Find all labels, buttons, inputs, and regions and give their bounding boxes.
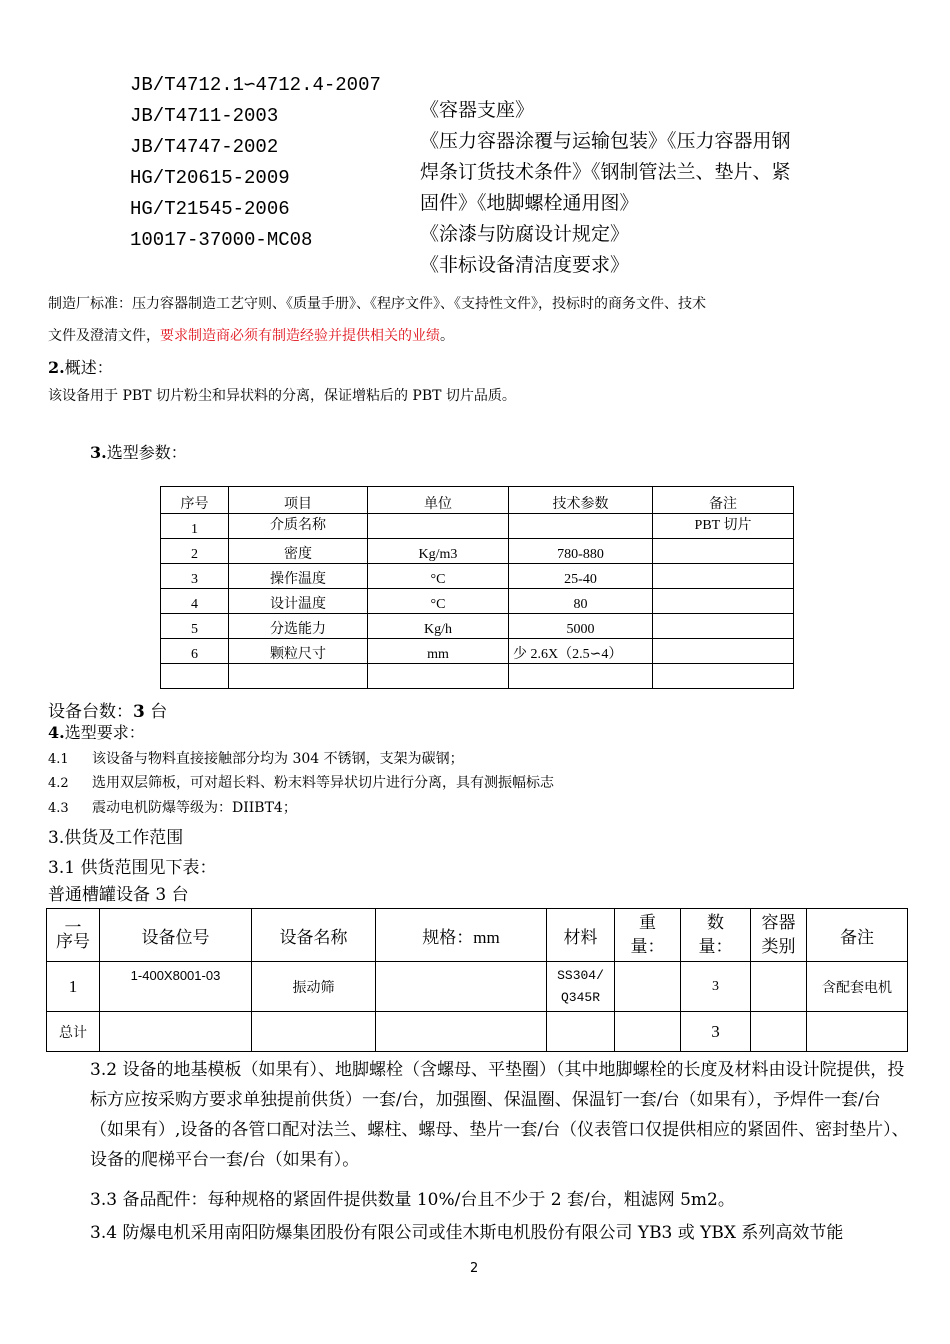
- table-cell: 2: [161, 539, 229, 564]
- params-number: 3.: [90, 443, 107, 462]
- table-cell: mm: [368, 639, 509, 664]
- standard-code: JB/T4711-2003: [130, 105, 279, 127]
- table-cell: 密度: [229, 539, 368, 564]
- table-cell: Kg/m3: [368, 539, 509, 564]
- cell-text: SS304/: [557, 967, 604, 983]
- standard-title: 《压力容器涂覆与运输包装》《压力容器用钢: [420, 130, 791, 152]
- table-cell: [547, 1012, 615, 1052]
- table-header-row: [161, 487, 794, 514]
- table-cell: 5000: [509, 614, 653, 639]
- table-cell: 少 2.6X（2.5∽4）: [509, 639, 653, 664]
- requirement-text: 该设备与物料直接接触部分均为 304 不锈钢，支架为碳钢；: [92, 751, 464, 767]
- table-cell: [751, 962, 807, 1012]
- header-text: 一: [64, 918, 82, 937]
- table-cell: [653, 564, 794, 589]
- standard-title: 《非标设备清洁度要求》: [420, 254, 630, 276]
- table-cell: °C: [368, 564, 509, 589]
- header-cell: 项目: [229, 487, 368, 514]
- table-cell: 25-40: [509, 564, 653, 589]
- header-text: 容器: [761, 913, 796, 932]
- header-cell: [615, 909, 681, 962]
- header-cell: 规格：mm: [376, 909, 547, 962]
- table-row: [161, 664, 794, 689]
- table-cell: [751, 1012, 807, 1052]
- table-row: [47, 962, 908, 1012]
- table-cell: [252, 1012, 376, 1052]
- table-cell: [547, 962, 615, 1012]
- count-unit: 台: [144, 702, 168, 722]
- params-heading: [90, 440, 187, 463]
- requirement-number: 4.2: [48, 776, 69, 791]
- header-text: 量：: [630, 937, 665, 956]
- supply-table: [46, 908, 908, 1052]
- header-cell: 设备名称: [252, 909, 376, 962]
- table-cell: 4: [161, 589, 229, 614]
- table-cell: 含配套电机: [807, 962, 908, 1012]
- table-cell: PBT 切片: [653, 514, 794, 539]
- table-cell: Kg/h: [368, 614, 509, 639]
- manufacturer-line-2: [48, 325, 454, 345]
- supply-subheading: 3.1 供货范围见下表：: [48, 858, 217, 878]
- table-cell: 1-400X8001-03: [100, 962, 252, 1012]
- supply-caption: 普通槽罐设备 3 台: [48, 885, 189, 905]
- standard-code: JB/T4747-2002: [130, 136, 279, 158]
- requirement-item: [48, 772, 554, 792]
- table-cell: 1: [161, 514, 229, 539]
- standard-titles: [420, 95, 791, 281]
- standard-title: 固件》《地脚螺栓通用图》: [420, 192, 639, 214]
- table-cell: [161, 664, 229, 689]
- header-cell: 单位: [368, 487, 509, 514]
- table-cell: 3: [681, 962, 751, 1012]
- page-number: 2: [470, 1261, 479, 1276]
- table-cell: [376, 962, 547, 1012]
- table-cell: 振动筛: [252, 962, 376, 1012]
- table-cell: 总计: [47, 1012, 100, 1052]
- table-cell: 3: [681, 1012, 751, 1052]
- header-cell: 序号: [161, 487, 229, 514]
- equipment-count: [48, 697, 167, 722]
- table-cell: 1: [47, 962, 100, 1012]
- table-cell: [509, 664, 653, 689]
- standard-codes: [130, 70, 381, 256]
- requirement-item: [48, 748, 464, 768]
- header-cell: 材料: [547, 909, 615, 962]
- header-cell: 备注: [653, 487, 794, 514]
- requirement-text: 选用双层筛板，可对超长料、粉末料等异状切片进行分离，具有测振幅标志: [92, 775, 554, 791]
- table-row: [161, 514, 794, 539]
- header-cell: [47, 909, 100, 962]
- table-cell: [368, 514, 509, 539]
- header-cell: [681, 909, 751, 962]
- table-cell: [653, 614, 794, 639]
- header-cell: 备注: [807, 909, 908, 962]
- cell-text: Q345R: [560, 989, 600, 1005]
- params-title: 选型参数：: [106, 443, 187, 462]
- overview-number: 2.: [48, 358, 65, 377]
- requirement-number: 4.3: [48, 801, 69, 816]
- table-header-row: [47, 909, 908, 962]
- table-row: [161, 564, 794, 589]
- header-cell: [751, 909, 807, 962]
- table-cell: [653, 589, 794, 614]
- table-cell: [615, 962, 681, 1012]
- table-cell: 80: [509, 589, 653, 614]
- table-cell: 分选能力: [229, 614, 368, 639]
- table-cell: °C: [368, 589, 509, 614]
- header-text: 重: [639, 913, 656, 932]
- table-cell: 780-880: [509, 539, 653, 564]
- requirements-title: 选型要求：: [64, 723, 145, 742]
- header-text: 序号: [56, 932, 90, 951]
- table-cell: 颗粒尺寸: [229, 639, 368, 664]
- overview-title: 概述：: [64, 358, 113, 377]
- table-cell: 操作温度: [229, 564, 368, 589]
- table-cell: [615, 1012, 681, 1052]
- overview-text: 该设备用于 PBT 切片粉尘和异状料的分离，保证增粘后的 PBT 切片品质。: [48, 388, 516, 404]
- requirement-text: 震动电机防爆等级为：DIIBT4；: [92, 800, 297, 816]
- table-cell: [100, 1012, 252, 1052]
- table-cell: 6: [161, 639, 229, 664]
- table-row: [161, 614, 794, 639]
- manufacturer-text: 文件及澄清文件，: [48, 328, 160, 344]
- table-cell: [229, 664, 368, 689]
- table-cell: [509, 514, 653, 539]
- table-cell: [368, 664, 509, 689]
- manufacturer-line-1: 制造厂标准：压力容器制造工艺守则、《质量手册》、《程序文件》、《支持性文件》，投标时的商务文件、技术: [48, 296, 706, 312]
- paragraph: 3.4 防爆电机采用南阳防爆集团股份有限公司或佳木斯电机股份有限公司 YB3 或 YBX 系列高效节能: [90, 1223, 844, 1243]
- requirement-item: [48, 797, 297, 817]
- count-value: 3: [133, 702, 145, 722]
- paragraph: 3.3 备品配件：每种规格的紧固件提供数量 10%/台且不少于 2 套/台，粗滤网 5m2。: [90, 1190, 735, 1210]
- table-cell: 3: [161, 564, 229, 589]
- paragraph: 3.2 设备的地基模板（如果有）、地脚螺栓（含螺母、平垫圈）（其中地脚螺栓的长度及材料由设计院提供，投标方应按采购方要求单独提前供货）一套/台，加强圈、保温圈、保温钉一套/台（如果有），予焊件一套/台（如果有）,设备的各管口配对法兰、螺柱、螺母、垫片一套/台（仪表管口仅提供相应的紧固件、密封垫片）、设备的爬梯平台一套/台（如果有）。: [90, 1060, 909, 1170]
- table-cell: [653, 539, 794, 564]
- header-text: 类别: [761, 937, 796, 956]
- table-cell: [807, 1012, 908, 1052]
- table-cell: 5: [161, 614, 229, 639]
- requirement-number: 4.1: [48, 752, 69, 767]
- header-cell: 技术参数: [509, 487, 653, 514]
- table-cell: [653, 664, 794, 689]
- manufacturer-requirement: 要求制造商必须有制造经验并提供相关的业绩: [160, 328, 440, 344]
- supply-heading: 3.供货及工作范围: [48, 828, 184, 848]
- header-cell: 设备位号: [100, 909, 252, 962]
- standard-code: JB/T4712.1∽4712.4-2007: [130, 74, 381, 96]
- standard-code: HG/T21545-2006: [130, 198, 290, 220]
- table-row: [161, 589, 794, 614]
- standard-title: 焊条订货技术条件》《钢制管法兰、垫片、紧: [420, 161, 791, 183]
- requirements-number: 4.: [48, 723, 65, 742]
- standard-title: 《容器支座》: [420, 99, 535, 121]
- count-label: 设备台数：: [48, 702, 133, 722]
- standard-title: 《涂漆与防腐设计规定》: [420, 223, 630, 245]
- manufacturer-end: 。: [440, 328, 454, 344]
- table-cell: [376, 1012, 547, 1052]
- overview-heading: [48, 355, 113, 378]
- params-table: [160, 486, 794, 689]
- table-row: [47, 1012, 908, 1052]
- table-cell: 设计温度: [229, 589, 368, 614]
- table-cell: [653, 639, 794, 664]
- standard-code: HG/T20615-2009: [130, 167, 290, 189]
- header-text: 数: [707, 913, 724, 932]
- standard-code: 10017-37000-MC08: [130, 229, 313, 251]
- requirements-heading: [48, 720, 145, 743]
- table-cell: 介质名称: [229, 514, 368, 539]
- table-row: [161, 539, 794, 564]
- table-row: [161, 639, 794, 664]
- header-text: 量：: [698, 937, 733, 956]
